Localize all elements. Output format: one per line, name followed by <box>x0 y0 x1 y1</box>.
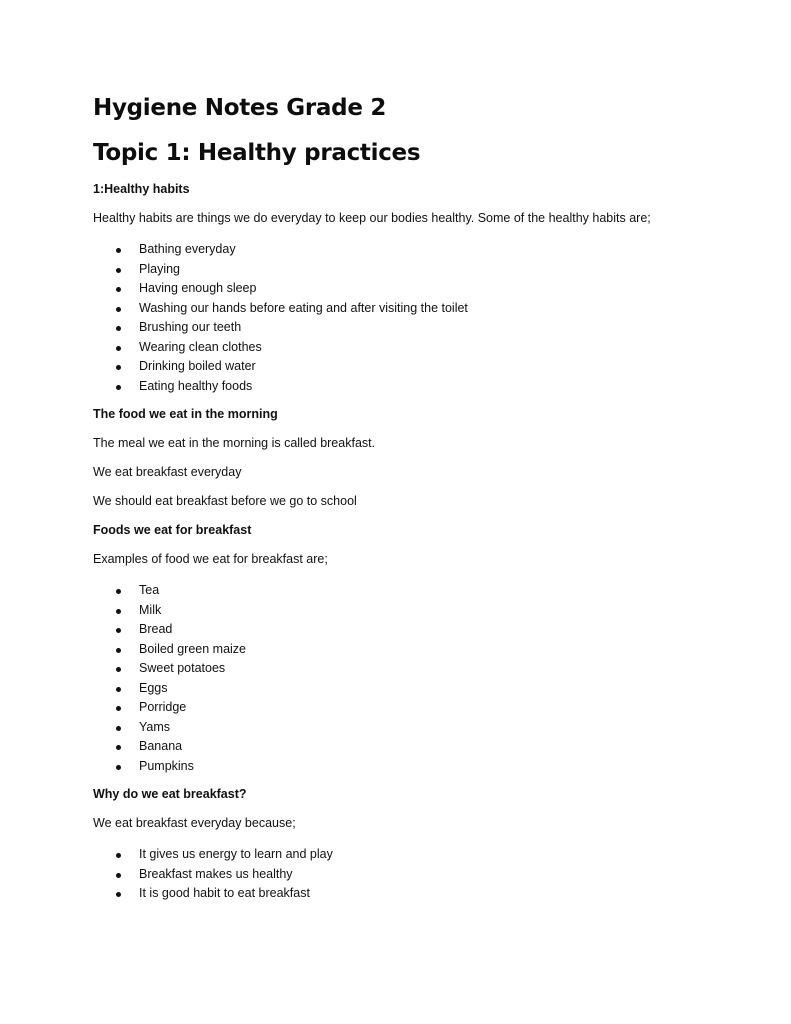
breakfast-foods-list <box>93 581 246 776</box>
list-item: Yams <box>93 718 246 738</box>
list-item: Tea <box>93 581 246 601</box>
document-title: Hygiene Notes Grade 2 <box>93 95 387 121</box>
list-item: Pumpkins <box>93 757 246 777</box>
section-intro-why-breakfast: We eat breakfast everyday because; <box>93 816 296 830</box>
paragraph: We should eat breakfast before we go to school <box>93 494 357 508</box>
list-item: Wearing clean clothes <box>93 338 468 358</box>
list-item: Having enough sleep <box>93 279 468 299</box>
list-item: Sweet potatoes <box>93 659 246 679</box>
list-item: Milk <box>93 601 246 621</box>
list-item: Porridge <box>93 698 246 718</box>
why-breakfast-list <box>93 845 333 904</box>
list-item: Breakfast makes us healthy <box>93 865 333 885</box>
list-item: It is good habit to eat breakfast <box>93 884 333 904</box>
section-heading-breakfast-foods: Foods we eat for breakfast <box>93 523 252 537</box>
section-heading-healthy-habits: 1:Healthy habits <box>93 182 190 196</box>
topic-title: Topic 1: Healthy practices <box>93 140 421 166</box>
list-item: Drinking boiled water <box>93 357 468 377</box>
section-intro-healthy-habits: Healthy habits are things we do everyday to keep our bodies healthy. Some of the healthy habits are; <box>93 211 651 225</box>
list-item: Boiled green maize <box>93 640 246 660</box>
list-item: Bathing everyday <box>93 240 468 260</box>
healthy-habits-list <box>93 240 468 396</box>
list-item: Brushing our teeth <box>93 318 468 338</box>
section-heading-morning-food: The food we eat in the morning <box>93 407 278 421</box>
list-item: Playing <box>93 260 468 280</box>
section-intro-breakfast-foods: Examples of food we eat for breakfast are; <box>93 552 328 566</box>
paragraph: We eat breakfast everyday <box>93 465 242 479</box>
list-item: Banana <box>93 737 246 757</box>
list-item: Eating healthy foods <box>93 377 468 397</box>
paragraph: The meal we eat in the morning is called breakfast. <box>93 436 376 450</box>
list-item: Eggs <box>93 679 246 699</box>
section-heading-why-breakfast: Why do we eat breakfast? <box>93 787 247 801</box>
list-item: It gives us energy to learn and play <box>93 845 333 865</box>
list-item: Washing our hands before eating and after visiting the toilet <box>93 299 468 319</box>
list-item: Bread <box>93 620 246 640</box>
